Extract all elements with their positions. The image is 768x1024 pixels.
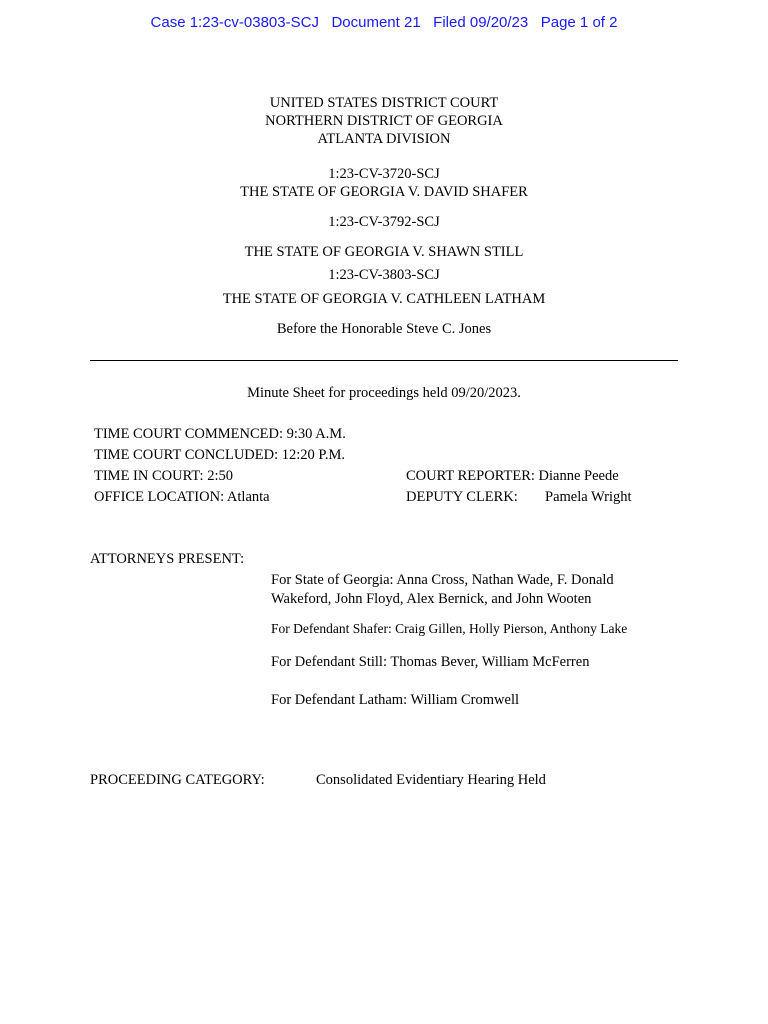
- case-2-title: THE STATE OF GEORGIA V. SHAWN STILL: [244, 244, 524, 260]
- judge-line: Before the Honorable Steve C. Jones: [276, 321, 492, 337]
- minute-sheet-title: Minute Sheet for proceedings held 09/20/2023.: [247, 385, 521, 401]
- attorneys-latham: For Defendant Latham: William Cromwell: [271, 692, 520, 708]
- time-commenced: TIME COURT COMMENCED: 9:30 A.M.: [94, 426, 346, 442]
- attorneys-state-line-2: Wakeford, John Floyd, Alex Bernick, and John Wooten: [271, 591, 592, 607]
- horizontal-divider: [90, 360, 678, 361]
- case-3-number: 1:23-CV-3803-SCJ: [328, 267, 440, 283]
- proceeding-category-value: Consolidated Evidentiary Hearing Held: [316, 772, 546, 788]
- attorneys-state-line-1: For State of Georgia: Anna Cross, Nathan Wade, F. Donald: [271, 572, 614, 588]
- court-division: ATLANTA DIVISION: [317, 131, 451, 147]
- case-3-title: THE STATE OF GEORGIA V. CATHLEEN LATHAM: [222, 291, 546, 307]
- court-name: UNITED STATES DISTRICT COURT: [269, 95, 499, 111]
- attorneys-present-label: ATTORNEYS PRESENT:: [90, 551, 245, 567]
- court-caption: [0, 94, 768, 148]
- deputy-clerk-name: Pamela Wright: [545, 489, 632, 505]
- court-reporter: COURT REPORTER: Dianne Peede: [406, 468, 619, 484]
- proceeding-category-label: PROCEEDING CATEGORY:: [90, 772, 265, 788]
- case-2-number: 1:23-CV-3792-SCJ: [328, 214, 440, 230]
- attorneys-still: For Defendant Still: Thomas Bever, William McFerren: [271, 654, 590, 670]
- case-1-title: THE STATE OF GEORGIA V. DAVID SHAFER: [240, 184, 528, 200]
- office-location: OFFICE LOCATION: Atlanta: [94, 489, 270, 505]
- case-1-number: 1:23-CV-3720-SCJ: [328, 166, 440, 182]
- document-header-stamp: Case 1:23-cv-03803-SCJ Document 21 Filed 09/20/23 Page 1 of 2: [150, 14, 618, 31]
- deputy-clerk-label: DEPUTY CLERK:: [406, 489, 518, 505]
- time-concluded: TIME COURT CONCLUDED: 12:20 P.M.: [94, 447, 346, 463]
- attorneys-shafer: For Defendant Shafer: Craig Gillen, Holly Pierson, Anthony Lake: [271, 621, 628, 636]
- court-district: NORTHERN DISTRICT OF GEORGIA: [265, 113, 503, 129]
- time-in-court: TIME IN COURT: 2:50: [94, 468, 233, 484]
